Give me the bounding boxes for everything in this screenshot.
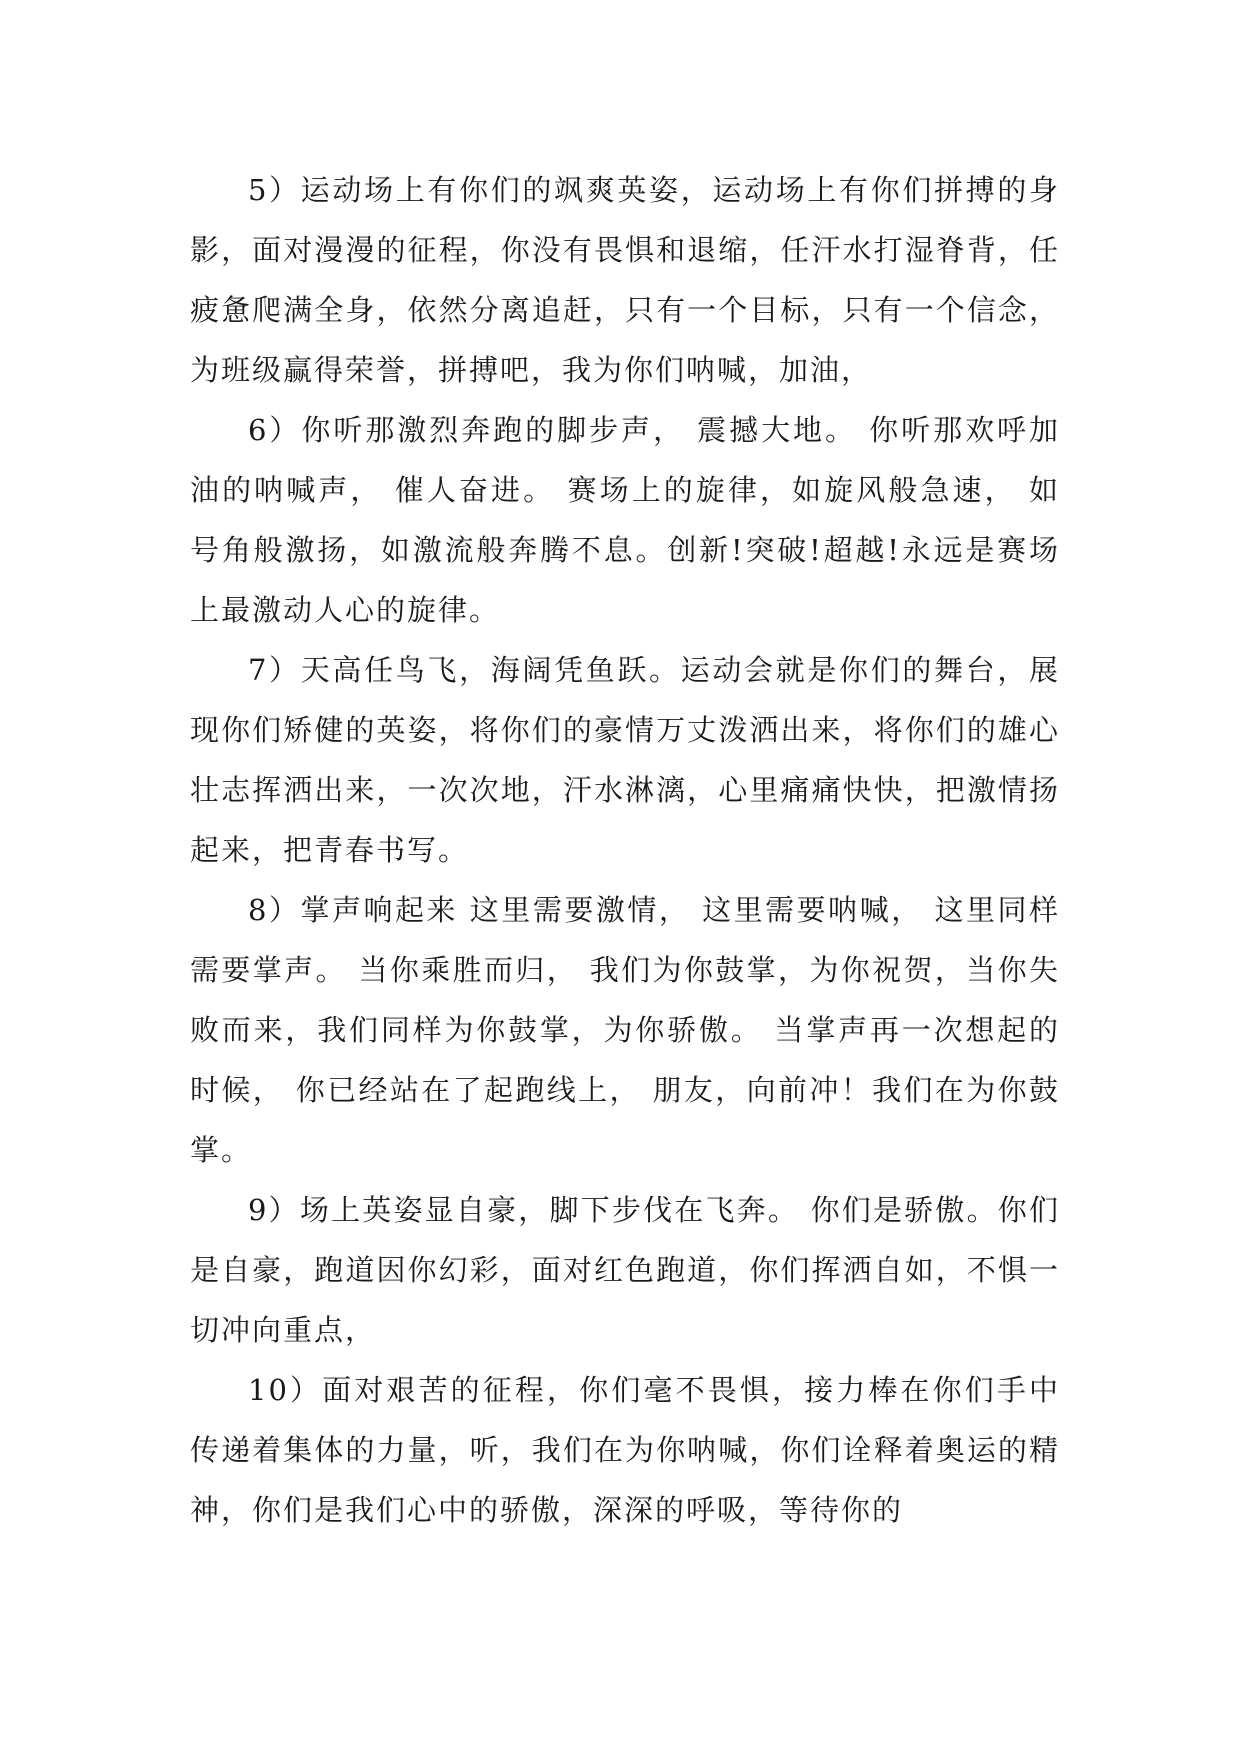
paragraph-5: 5）运动场上有你们的飒爽英姿，运动场上有你们拼搏的身影，面对漫漫的征程，你没有畏惧和退缩，任汗水打湿脊背，任疲惫爬满全身，依然分离追赶，只有一个目标，只有一个信念，为班级赢得荣誉，拼搏吧，我为你们呐喊，加油， [190, 173, 1060, 387]
paragraph-7: 7）天高任鸟飞，海阔凭鱼跃。运动会就是你们的舞台，展现你们矫健的英姿，将你们的豪情万丈泼洒出来，将你们的雄心壮志挥洒出来，一次次地，汗水淋漓，心里痛痛快快，把激情扬起来，把青春书写。 [190, 653, 1060, 867]
document-body [190, 160, 1060, 1540]
paragraph-8: 8）掌声响起来 这里需要激情， 这里需要呐喊， 这里同样需要掌声。 当你乘胜而归， 我们为你鼓掌，为你祝贺，当你失败而来，我们同样为你鼓掌，为你骄傲。 当掌声再一次想起的时候， 你已经站在了起跑线上， 朋友，向前冲！我们在为你鼓掌。 [190, 893, 1060, 1167]
paragraph-9: 9）场上英姿显自豪，脚下步伐在飞奔。 你们是骄傲。你们是自豪，跑道因你幻彩，面对红色跑道，你们挥洒自如，不惧一切冲向重点， [190, 1193, 1060, 1347]
paragraph-10: 10）面对艰苦的征程，你们毫不畏惧，接力棒在你们手中传递着集体的力量，听，我们在为你呐喊，你们诠释着奥运的精神，你们是我们心中的骄傲，深深的呼吸，等待你的 [190, 1373, 1060, 1527]
paragraph-6: 6）你听那激烈奔跑的脚步声， 震撼大地。 你听那欢呼加油的呐喊声， 催人奋进。 赛场上的旋律，如旋风般急速， 如号角般激扬，如激流般奔腾不息。创新!突破!超越!永远是赛场上最激动人心的旋律。 [190, 413, 1060, 627]
